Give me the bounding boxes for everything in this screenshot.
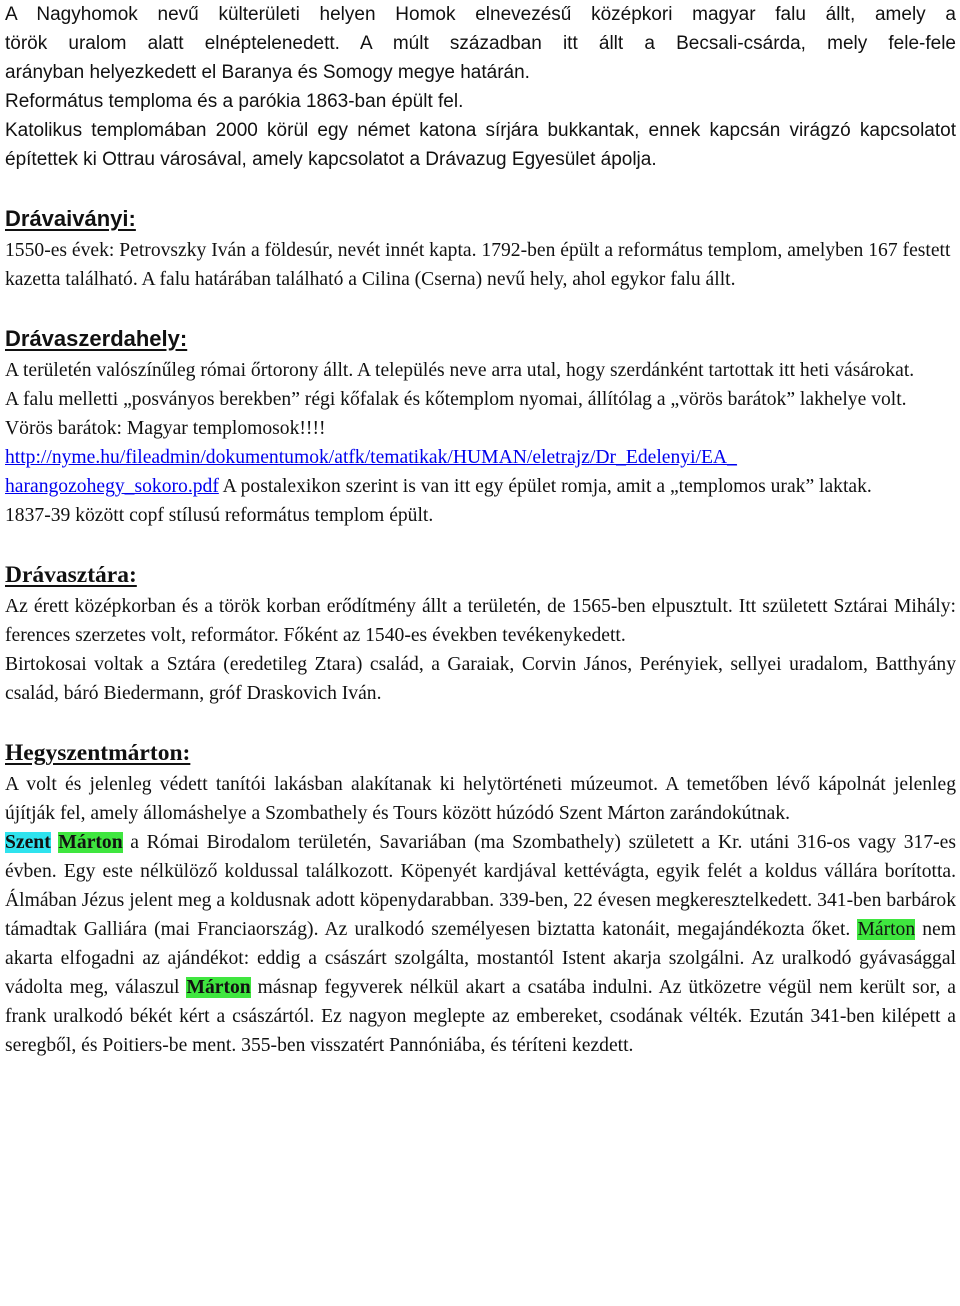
source-link-line-2: harangozohegy_sokoro.pdf	[5, 476, 219, 497]
intro-paragraph-katolikus: Katolikus templomában 2000 körül egy német katona sírjára bukkantak, ennek kapcsán virágzó kapcsolatot építettek ki Ottrau városával, amely kapcsolatot a Drávazug Egyesület ápolja.	[5, 120, 956, 170]
dravaszerdahely-p1: A területén valószínűleg római őrtorony állt. A település neve arra utal, hogy szerdánként tartottak itt heti vásárokat.	[5, 360, 915, 381]
section-hegyszentmarton	[5, 738, 956, 1060]
marton-text-c: másnap fegyverek nélkül akart a csatába indulni. Az ütközetre végül nem került sor, a frank uralkodó békét kért a császártól. Ez nagyon meglepte az embereket, csodának vélték. Ezután 341-ben kilépett a seregből, és Poitiers-be ment. 355-ben visszatért Pannóniába, és téríteni kezdett.	[5, 977, 956, 1056]
dravasztara-p1: Az érett középkorban és a török korban erődítmény állt a területén, de 1565-ben elpusztult. Itt született Sztárai Mihály: ferences szerzetes volt, reformátor. Főként az 1540-es években tevékenykedett.	[5, 596, 956, 646]
hegyszentmarton-p2	[5, 828, 956, 1060]
intro-line-1: A Nagyhomok nevű külterületi helyen Homok elnevezésű középkori magyar falu állt, amely a	[5, 4, 956, 25]
highlight-marton-3: Márton	[186, 977, 251, 998]
highlight-marton-1: Márton	[58, 832, 123, 853]
source-link-line-1: http://nyme.hu/fileadmin/dokumentumok/atfk/tematikak/HUMAN/eletrajz/Dr_Edelenyi/EA_	[5, 447, 737, 468]
section-dravaivanyi	[5, 204, 956, 294]
marton-text-b: nem akarta elfogadni az ajándékot: eddig a császárt szolgálta, mostantól Istent akarja szolgálni. Az uralkodó gyávasággal vádolta meg, válaszul	[5, 919, 956, 998]
dravaivanyi-text: 1550-es évek: Petrovszky Iván a földesúr, nevét innét kapta. 1792-ben épült a református templom, amelyben 167 festett kazetta található. A falu határában található a Cilina (Cserna) nevű hely, ahol egykor falu állt.	[5, 240, 951, 290]
intro-line-3: arányban helyezkedett el Baranya és Somogy megye határán.	[5, 62, 530, 83]
dravaszerdahely-p2: A falu melletti „posványos berekben” régi kőfalak és kőtemplom nyomai, állítólag a „vörös barátok” lakhelye volt. Vörös barátok: Magyar templomosok!!!!	[5, 389, 907, 439]
heading-dravasztara: Drávasztára:	[5, 562, 137, 588]
dravaszerdahely-p4: 1837-39 között copf stílusú református templom épült.	[5, 505, 434, 526]
section-dravaszerdahely	[5, 324, 956, 530]
highlight-marton-2: Márton	[857, 919, 916, 940]
intro-section	[5, 0, 956, 174]
dravaszerdahely-p3	[5, 443, 956, 501]
heading-hegyszentmarton: Hegyszentmárton:	[5, 740, 191, 766]
heading-dravaszerdahely: Drávaszerdahely:	[5, 326, 188, 351]
dravasztara-p2: Birtokosai voltak a Sztára (eredetileg Ztara) család, a Garaiak, Corvin János, Perényiek, sellyei uradalom, Batthyány család, báró Biedermann, gróf Draskovich Iván.	[5, 654, 956, 704]
document-page	[5, 0, 956, 1060]
marton-text-a: a Római Birodalom területén, Savariában (ma Szombathely) született a Kr. utáni 316-os vagy 317-es évben. Egy este nélkülöző koldussal találkozott. Köpenyét kardjával kettévágta, egyik felét a koldus vállára borította. Álmában Jézus jelent meg a koldusnak adott köpenydarabban. 339-ben, 22 évesen megkeresztelkedett. 341-ben barbárok támadtak Galliára (mai Franciaország). Az uralkodó személyesen biztatta katonáit, megajándékozta őket.	[5, 832, 956, 940]
intro-line-4: Református temploma és a parókia 1863-ban épült fel.	[5, 91, 464, 112]
hegyszentmarton-p1: A volt és jelenleg védett tanítói lakásban alakítanak ki helytörténeti múzeumot. A temetőben lévő kápolnát jelenleg újítják fel, amely állomáshelye a Szombathely és Tours között húzódó Szent Márton zarándokútnak.	[5, 774, 956, 824]
intro-line-2: török uralom alatt elnéptelenedett. A múlt században itt állt a Becsali-csárda, mely fele-fele	[5, 33, 956, 54]
heading-dravaivanyi: Drávaiványi:	[5, 206, 136, 231]
postalexikon-text: A postalexikon szerint is van itt egy épület romja, amit a „templomos urak” laktak.	[218, 476, 872, 497]
section-dravasztara	[5, 560, 956, 708]
highlight-szent: Szent	[5, 832, 51, 853]
